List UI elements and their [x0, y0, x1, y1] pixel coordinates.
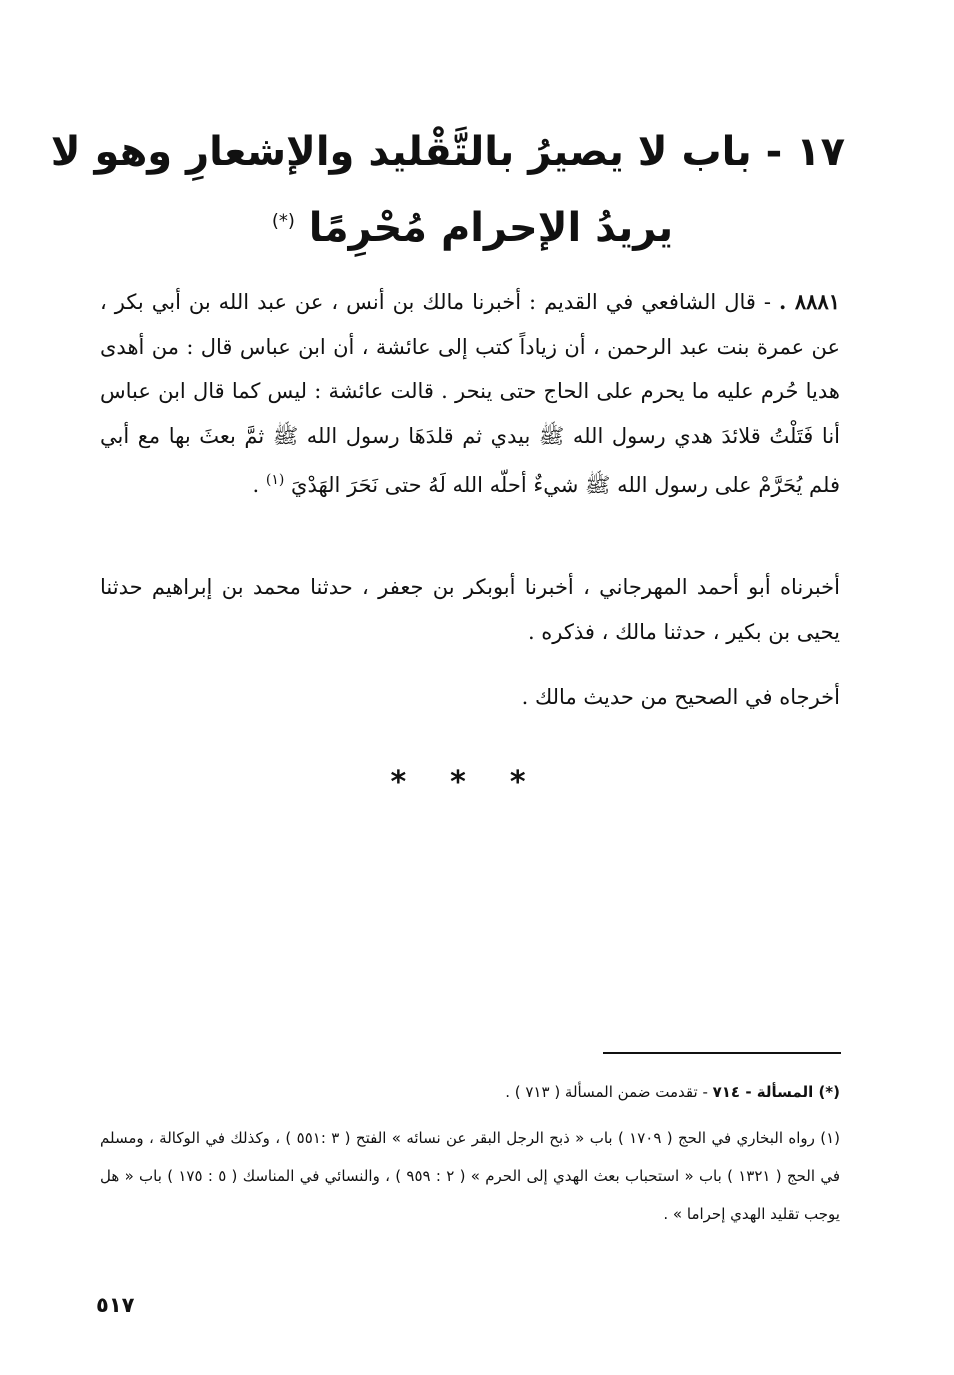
- page-number: ٥١٧: [96, 1293, 135, 1317]
- footnote-masala-lead: (*) المسألة - ٧١٤: [712, 1083, 840, 1101]
- takhrij-text: أخرجاه في الصحيح من حديث مالك .: [521, 685, 840, 709]
- hadith-number: ٨٨٨١ .: [778, 289, 841, 314]
- chapter-title-line-2: [100, 204, 845, 252]
- footnote-1-text: (١) رواه البخاري في الحج ( ١٧٠٩ ) باب « ذبح الرجل البقر عن نسائه » الفتح ( ٣ :٥٥١ ) ، وكذلك في الوكالة ، ومسلم في الحج ( ١٣٢١ ) باب « استحباب بعث الهدي إلى الحرم » ( ٢ : ٩٥٩ ) ، والنسائي في المناسك ( ٥ : ١٧٥ ) باب « هل يوجب تقليد الهدي إحراما » .: [100, 1129, 841, 1223]
- chapter-footnote-marker: (*): [271, 210, 295, 232]
- section-separator: ***: [390, 765, 570, 800]
- footnote-masala-text: - تقدمت ضمن المسألة ( ٧١٣ ) .: [505, 1083, 713, 1101]
- takhrij-paragraph: [100, 675, 840, 720]
- isnad-text: أخبرناه أبو أحمد المهرجاني ، أخبرنا أبوبكر بن جعفر ، حدثنا محمد بن إبراهيم حدثنا يحيى بن بكير ، حدثنا مالك ، فذكره .: [100, 575, 840, 644]
- footnote-divider: [603, 1052, 841, 1054]
- footnote-masala: [100, 1073, 840, 1111]
- footnote-1: [100, 1119, 840, 1233]
- footnote-ref-1: (١): [265, 472, 285, 488]
- chapter-title-text: ١٧ - باب لا يصيرُ بالتَّقْليد والإشعارِ وهو لا: [50, 129, 845, 175]
- chapter-title-line-1: [50, 128, 845, 176]
- hadith-text: - قال الشافعي في القديم : أخبرنا مالك بن أنس ، عن عبد الله بن أبي بكر ، عن عمرة بنت عبد الرحمن ، أن زياداً كتب إلى عائشة ، أن ابن عباس قال : من أهدى هديا حُرم عليه ما يحرم على الحاج حتى ينحر . قالت عائشة : ليس كما قال ابن عباس أنا فَتَلْتُ قلائدَ هدي رسول الله ﷺ بيدي ثم قلدَهَا رسول الله ﷺ ثمَّ بعثَ بها مع أبي فلم يُحَرَّمْ على رسول الله ﷺ شيءٌ أحلّه الله لَهُ حتى نَحَرَ الهَدْيَ: [100, 290, 840, 497]
- hadith-paragraph: [100, 280, 840, 508]
- hadith-end: .: [252, 473, 266, 497]
- isnad-paragraph: [100, 565, 840, 654]
- chapter-title-text-continued: يريدُ الإحرام مُحْرِمًا: [308, 205, 674, 251]
